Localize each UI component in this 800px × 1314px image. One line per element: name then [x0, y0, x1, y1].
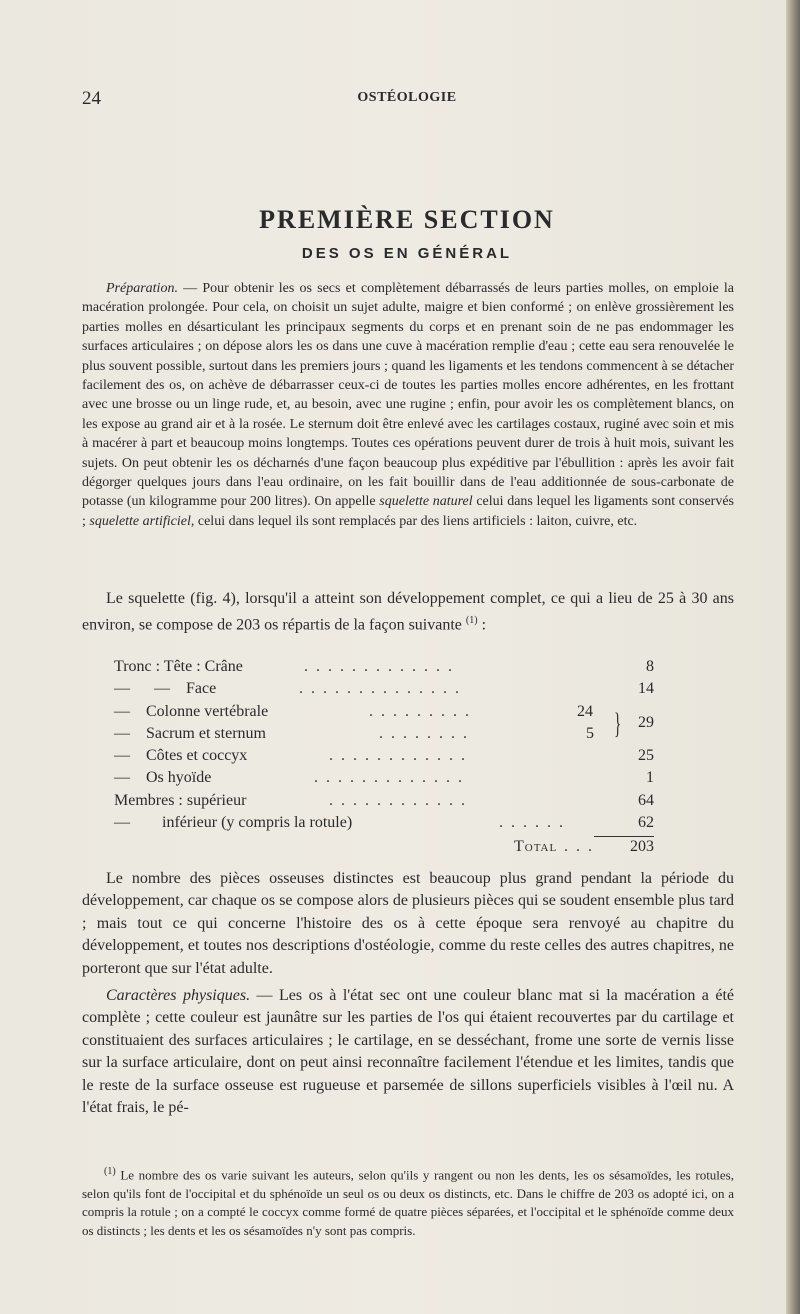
leader-dots: . . . . . . . . . . . .	[329, 791, 467, 809]
leader-dots: . . . . . . . . . . . . .	[304, 658, 454, 675]
brace-value: 29	[638, 713, 654, 731]
row-label: — Os hyoïde	[114, 769, 212, 787]
row-label: Tronc : Tête : Crâne	[114, 658, 243, 675]
physical-lead: Caractères physiques.	[106, 987, 251, 1004]
row-value: 1	[646, 769, 654, 787]
footnote-text: Le nombre des os varie suivant les auteurs, selon qu'ils y rangent ou non les dents, les os sésamoïdes, les rotules, selon qu'ils font de l'occipital et du sphénoïde un seul os ou deux os distincts, etc. Dans le chiffre de 203 os adopté ici, on a compris la rotule ; on a compté le coccyx comme formé de quatre pièces séparées, et l'occipital et le sphénoïde comme deux os distincts ; les dents et les os sésamoïdes n'y sont pas compris.	[82, 1167, 734, 1238]
physical-characteristics-paragraph	[82, 985, 734, 1119]
preparation-paragraph	[82, 279, 734, 531]
total-value: 203	[630, 838, 654, 856]
leader-dots: . . . . . . . . . . . .	[329, 747, 467, 765]
row-label: — Sacrum et sternum	[114, 724, 266, 742]
table-row	[114, 769, 654, 791]
leader-dots: . . . . . . . . .	[369, 702, 471, 720]
row-label: — — Face	[114, 680, 217, 698]
page-number: 24	[82, 88, 101, 109]
leader-dots: . . . . . . . . . . . . . .	[299, 680, 461, 698]
intro-text: Le squelette (fig. 4), lorsqu'il a atteint son développement complet, ce qui a lieu de 25 à 30 ans environ, se compose de 203 os répartis de la façon suivante	[82, 590, 734, 634]
leader-dots: . . .	[564, 838, 594, 856]
leader-dots: . . . . . . . . . . . . .	[314, 769, 464, 787]
row-value: 14	[638, 680, 654, 698]
table-row	[114, 658, 654, 680]
running-head	[82, 88, 732, 112]
bone-count-table	[114, 658, 654, 861]
table-row	[114, 747, 654, 769]
row-value: 5	[586, 724, 594, 742]
footnote-ref: (1)	[465, 615, 478, 627]
table-row	[114, 680, 654, 702]
brace: }	[614, 706, 622, 740]
section-title: PREMIÈRE SECTION	[259, 205, 555, 234]
table-row	[114, 792, 654, 814]
total-label: Total	[514, 838, 558, 856]
term-squelette-naturel: squelette naturel	[379, 494, 473, 510]
row-value: 64	[638, 791, 654, 809]
physical-text: — Les os à l'état sec ont une couleur blanc mat si la macération a été complète ; cette couleur est jaunâtre sur les parties de l'os qui étaient recouvertes par du cartilage et constituaient des surfaces articulaires ; le cartilage, en se desséchant, frome une sorte de vernis lisse sur la surface articulaire, dont on peut ainsi reconnaître facilement l'étendue et les limites, tandis que le reste de la surface osseuse est rugueuse et parsemée de sillons superficiels visibles à l'œil nu. A l'état frais, le pé-	[82, 987, 735, 1117]
row-label: — Colonne vertébrale	[114, 702, 269, 720]
preparation-text-1: — Pour obtenir les os secs et complètement débarrassés de leurs parties molles, on emploie la macération prolongée. Pour cela, on choisit un sujet adulte, maigre et bien conformé ; on enlève grossièrement les parties molles en désarticulant les principaux segments du corps et en prenant soin de ne pas endommager les surfaces articulaires ; on dépose alors les os dans une cuve à macération remplie d'eau ; cette eau sera renouvelée le plus souvent possible, surtout dans les premiers jours ; quand les ligaments et les tendons commencent à se détacher facilement des os, on achève de débarrasser ceux-ci de toutes les parties molles encore adhérentes, en les frottant avec une brosse ou un linge rude, et, au besoin, avec une rugine ; enfin, pour avoir les os complètement blancs, on les expose au grand air et à la rosée. Le sternum doit être enlevé avec les cartilages costaux, ruginé avec soin et mis à macérer à part et beaucoup moins longtemps. Toutes ces opérations peuvent durer de trois à huit mois, suivant les sujets. On peut obtenir les os décharnés d'une façon beaucoup plus expéditive par l'ébullition : après les avoir fait dégorger quelques jours dans l'eau ordinaire, on les fait bouillir dans de l'eau additionnée de sous-carbonate de potasse (un kilogramme pour 200 litres). On appelle	[82, 281, 734, 510]
page-edge	[786, 0, 800, 1314]
intro-tail: :	[477, 616, 487, 634]
table-row	[114, 814, 654, 836]
intro-paragraph	[82, 588, 734, 637]
row-label: Membres : supérieur	[114, 791, 247, 809]
leader-dots: . . . . . . . .	[379, 724, 469, 742]
row-value: 24	[577, 702, 593, 720]
preparation-lead: Préparation.	[106, 281, 178, 296]
total-rule	[594, 836, 654, 837]
footnote	[82, 1163, 734, 1240]
row-label: — inférieur (y compris la rotule)	[114, 814, 353, 832]
row-value: 25	[638, 747, 654, 765]
table-row-group	[114, 703, 654, 748]
table-total-row	[114, 838, 654, 860]
footnote-marker: (1)	[104, 1166, 116, 1177]
development-paragraph: Le nombre des pièces osseuses distinctes est beaucoup plus grand pendant la période du développement, car chaque os se compose alors de plusieurs pièces qui se soudent ensemble plus tard ; mais tout ce qui concerne l'histoire des os à cette époque sera renvoyé au chapitre du développement, et toutes nos descriptions d'ostéologie, comme du reste celles des autres chapitres, ne porteront que sur l'état adulte.	[82, 870, 734, 977]
leader-dots: . . . . . .	[499, 814, 565, 832]
term-squelette-artificiel: squelette artificiel	[89, 513, 191, 529]
preparation-text-2: celui dans lequel les ligaments sont conservés ;	[82, 494, 734, 529]
preparation-text-3: , celui dans lequel ils sont remplacés par des liens artificiels : laiton, cuivre, etc.	[190, 513, 638, 529]
row-value: 62	[638, 814, 654, 832]
row-label: — Côtes et coccyx	[114, 747, 248, 765]
row-value: 8	[646, 658, 654, 675]
section-subtitle: DES OS EN GÉNÉRAL	[301, 245, 513, 262]
running-title: OSTÉOLOGIE	[357, 90, 457, 105]
